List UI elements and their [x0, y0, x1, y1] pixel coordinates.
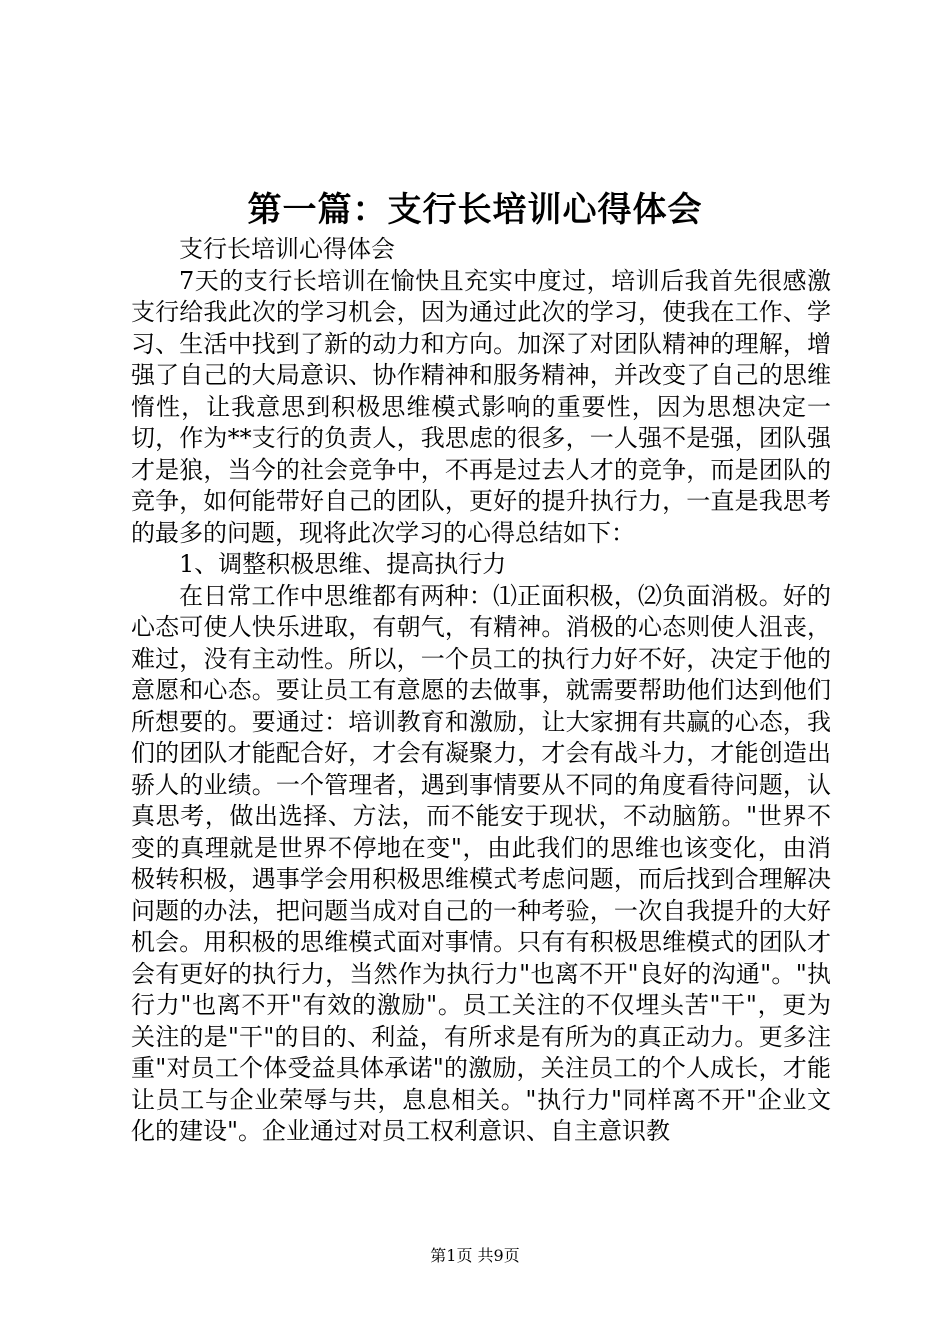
- document-body: [131, 234, 831, 1148]
- paragraph-section-1: 在日常工作中思维都有两种：⑴正面积极，⑵负面消极。好的心态可使人快乐进取，有朝气，有精神。消极的心态则使人沮丧，难过，没有主动性。所以，一个员工的执行力好不好，决定于他的意愿和心态。要让员工有意愿的去做事，就需要帮助他们达到他们所想要的。要通过：培训教育和激励，让大家拥有共赢的心态，我们的团队才能配合好，才会有凝聚力，才会有战斗力，才能创造出骄人的业绩。一个管理者，遇到事情要从不同的角度看待问题，认真思考，做出选择、方法，而不能安于现状，不动脑筋。"世界不变的真理就是世界不停地在变"，由此我们的思维也该变化，由消极转积极，遇事学会用积极思维模式考虑问题，而后找到合理解决问题的办法，把问题当成对自己的一种考验，一次自我提升的大好机会。用积极的思维模式面对事情。只有有积极思维模式的团队才会有更好的执行力，当然作为执行力"也离不开"良好的沟通"。"执行力"也离不开"有效的激励"。员工关注的不仅埋头苦"干"，更为关注的是"干"的目的、利益，有所求是有所为的真正动力。更多注重"对员工个体受益具体承诺"的激励，关注员工的个人成长，才能让员工与企业荣辱与共，息息相关。"执行力"同样离不开"企业文化的建设"。企业通过对员工权利意识、自主意识教: [131, 581, 831, 1145]
- document-title: 第一篇：支行长培训心得体会: [247, 190, 703, 230]
- paragraph-subtitle: 支行长培训心得体会: [179, 235, 395, 263]
- page-footer: 第1页 共9页: [430, 1246, 520, 1265]
- paragraph-intro: 7天的支行长培训在愉快且充实中度过，培训后我首先很感激支行给我此次的学习机会，因为通过此次的学习，使我在工作、学习、生活中找到了新的动力和方向。加深了对团队精神的理解，增强了自己的大局意识、协作精神和服务精神，并改变了自己的思维惰性，让我意思到积极思维模式影响的重要性，因为思想决定一切，作为**支行的负责人，我思虑的很多，一人强不是强，团队强才是狼，当今的社会竞争中，不再是过去人才的竞争，而是团队的竞争，如何能带好自己的团队，更好的提升执行力，一直是我思考的最多的问题，现将此次学习的心得总结如下：: [131, 266, 831, 547]
- section-heading-1: 1、调整积极思维、提高执行力: [179, 550, 507, 578]
